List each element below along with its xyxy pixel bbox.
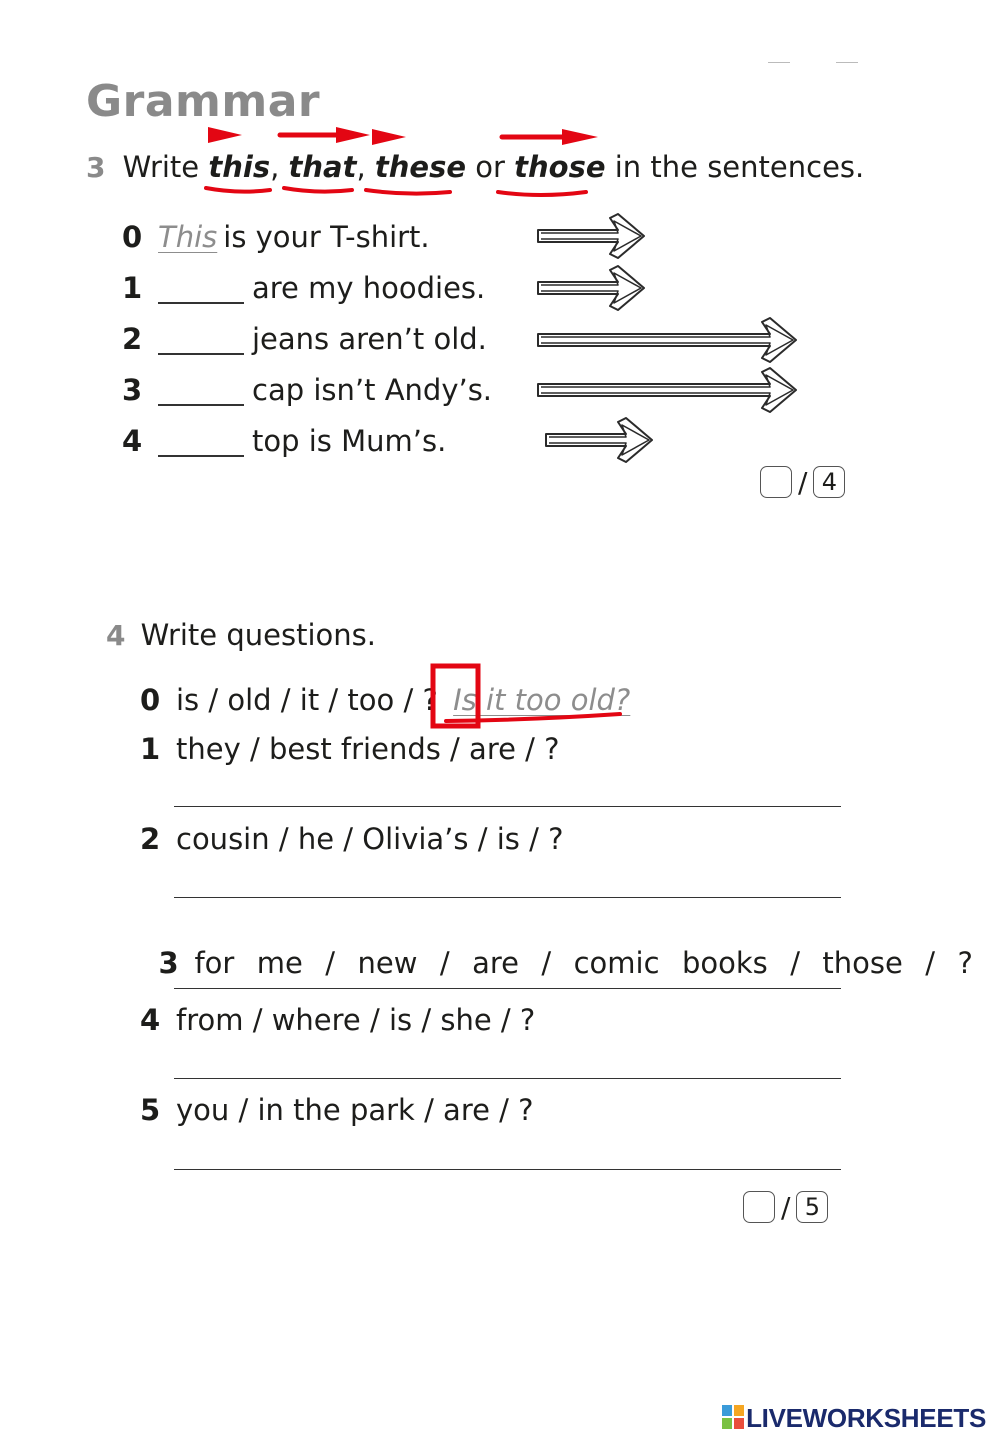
exercise-3-item	[122, 373, 492, 407]
exercise-3-number: 3	[86, 151, 106, 184]
instruction-text: Write	[122, 150, 200, 184]
item-text: cap isn’t Andy’s.	[252, 373, 493, 407]
score-input-box[interactable]	[760, 466, 792, 498]
item-text: are my hoodies.	[252, 271, 486, 305]
score-input-box[interactable]	[743, 1191, 775, 1223]
item-number: 3	[158, 946, 179, 980]
comma: ,	[270, 150, 280, 184]
keyword-that: that	[288, 150, 357, 184]
item-number: 4	[140, 1003, 161, 1037]
example-answer: This	[158, 220, 218, 254]
outline-arrows	[538, 214, 796, 462]
keyword-this: this	[208, 150, 271, 184]
item-number: 1	[140, 732, 161, 766]
decorative-dash	[836, 62, 858, 63]
exercise-4-item	[140, 732, 560, 766]
arrow-right-outline-icon	[538, 368, 796, 412]
item-prompt: they / best friends / are / ?	[176, 732, 560, 766]
item-prompt: for me / new / are / comic books / those / ?	[194, 946, 973, 980]
answer-blank[interactable]	[158, 454, 244, 457]
exercise-4-item	[140, 1003, 535, 1037]
exercise-3-item	[122, 424, 446, 458]
item-number: 2	[122, 322, 143, 356]
red-arrow-icon	[208, 127, 242, 143]
answer-line[interactable]	[174, 988, 841, 989]
red-arrow-icon	[372, 129, 406, 145]
exercise-4-number: 4	[106, 619, 126, 652]
item-text: top is Mum’s.	[252, 424, 447, 458]
exercise-4-item	[140, 1093, 534, 1127]
item-number: 0	[122, 220, 143, 254]
item-prompt: is / old / it / too / ?	[176, 683, 438, 717]
exercise-4-item	[140, 822, 563, 856]
exercise-3-item	[122, 220, 430, 254]
answer-line[interactable]	[174, 1169, 841, 1170]
red-underline	[206, 188, 270, 192]
item-number: 1	[122, 271, 143, 305]
decorative-dash	[768, 62, 790, 63]
brand-text: LIVEWORKSHEETS	[746, 1403, 986, 1434]
red-underline	[284, 188, 352, 192]
exercise-4-item	[140, 912, 973, 980]
item-number: 3	[122, 373, 143, 407]
keyword-those: those	[514, 150, 606, 184]
liveworksheets-logo-icon	[722, 1405, 744, 1436]
comma: ,	[356, 150, 366, 184]
exercise-3-item	[122, 271, 485, 305]
exercise-3-heading	[86, 150, 864, 184]
answer-blank[interactable]	[158, 403, 244, 406]
score-total: 4	[813, 466, 845, 498]
arrow-right-outline-icon	[546, 418, 652, 462]
score-slash: /	[798, 465, 808, 499]
exercise-4-heading	[106, 618, 376, 652]
exercise-4-instruction: Write questions.	[140, 618, 376, 652]
item-number: 4	[122, 424, 143, 458]
keyword-these: these	[374, 150, 467, 184]
red-underline	[498, 192, 586, 195]
item-prompt: you / in the park / are / ?	[176, 1093, 534, 1127]
answer-line[interactable]	[174, 806, 841, 807]
arrow-right-outline-icon	[538, 318, 796, 362]
answer-blank[interactable]	[158, 352, 244, 355]
score-total: 5	[796, 1191, 828, 1223]
liveworksheets-brand	[722, 1403, 986, 1436]
item-number: 2	[140, 822, 161, 856]
answer-line[interactable]	[174, 897, 841, 898]
example-answer: Is it too old?	[453, 683, 631, 717]
red-underline	[366, 190, 450, 194]
item-text: jeans aren’t old.	[252, 322, 487, 356]
exercise-3-item	[122, 322, 487, 356]
exercise-3-score	[760, 464, 845, 499]
item-prompt: cousin / he / Olivia’s / is / ?	[176, 822, 564, 856]
answer-line[interactable]	[174, 1078, 841, 1079]
item-text: is your T-shirt.	[223, 220, 430, 254]
item-number: 5	[140, 1093, 161, 1127]
arrow-right-outline-icon	[538, 214, 644, 258]
exercise-4-score	[743, 1189, 828, 1224]
score-slash: /	[781, 1190, 791, 1224]
item-prompt: from / where / is / she / ?	[176, 1003, 536, 1037]
instruction-text: or	[475, 150, 505, 184]
exercise-3-instruction	[123, 150, 865, 184]
red-arrow-icon	[562, 129, 598, 145]
red-arrow-icon	[336, 127, 370, 143]
answer-blank[interactable]	[158, 301, 244, 304]
instruction-text: in the sentences.	[614, 150, 865, 184]
exercise-4-item	[140, 683, 636, 717]
page-title: Grammar	[86, 76, 321, 127]
arrow-right-outline-icon	[538, 266, 644, 310]
item-number: 0	[140, 683, 161, 717]
